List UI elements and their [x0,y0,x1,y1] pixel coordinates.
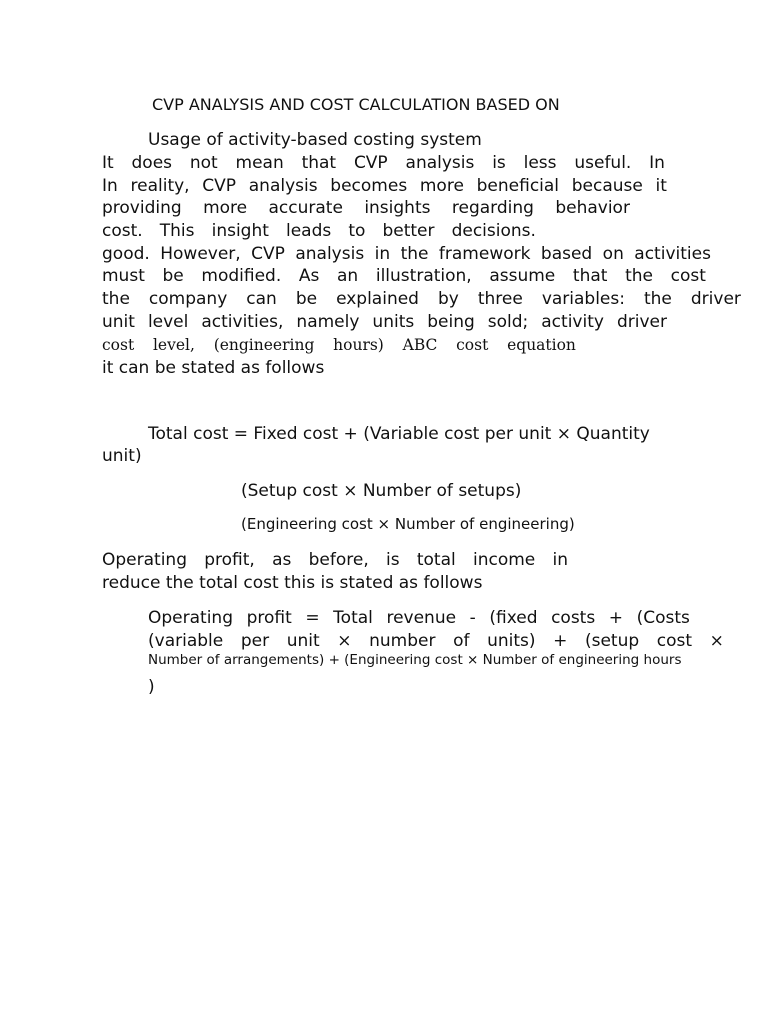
word: explained [336,289,419,309]
word: As [298,266,320,286]
word: income [472,550,536,570]
word: more [203,198,248,218]
para1-line [102,338,576,354]
word: ABC [402,336,438,354]
word: modified. [201,266,282,286]
word: level, [152,336,195,354]
word: analysis [295,244,365,264]
word: CVP [251,244,285,264]
cost-equation-line1: Total cost = Fixed cost + (Variable cost per unit × Quantity [148,424,650,444]
word: mean [235,153,284,173]
word: illustration, [375,266,472,286]
word: can [246,289,277,309]
word: activities, [201,312,284,332]
word: the [102,289,130,309]
word: of [453,631,470,651]
word: the [400,244,429,264]
word: activities [634,244,711,264]
document-title: CVP ANALYSIS AND COST CALCULATION BASED ON [152,95,560,114]
profit-equation-line2 [148,633,724,650]
word: + [553,631,568,651]
word: namely [296,312,360,332]
word: Operating [102,550,187,570]
setup-cost-term: (Setup cost × Number of setups) [241,481,522,501]
word: as [272,550,292,570]
section-subtitle: Usage of activity-based costing system [148,130,482,150]
word: Total [333,608,373,628]
word: However, [160,244,241,264]
word: leads [285,221,332,241]
word: per [240,631,270,651]
profit-equation-line4: ) [148,677,155,697]
word: the [625,266,653,286]
word: cost [102,336,135,354]
word: hours) [333,336,384,354]
para1-line [102,246,711,263]
para1-line [102,314,667,331]
word: unit [286,631,320,651]
word: driver [690,289,741,309]
word: insight [211,221,269,241]
word: must [102,266,145,286]
word: = [305,608,320,628]
para2-line2: reduce the total cost this is stated as follows [102,573,483,593]
para2-line1 [102,552,568,569]
word: reality, [130,176,190,196]
word: costs [551,608,596,628]
word: insights [364,198,431,218]
word: (setup [584,631,640,651]
word: profit, [204,550,255,570]
word: - [469,608,476,628]
word: an [337,266,359,286]
word: level [147,312,189,332]
word: beneficial [476,176,560,196]
word: on [602,244,624,264]
engineering-cost-term: (Engineering cost × Number of engineering) [241,515,575,533]
word: in [374,244,391,264]
para1-line [102,223,536,240]
word: sold; [487,312,529,332]
word: × [337,631,352,651]
word: activity [541,312,604,332]
word: equation [507,336,576,354]
word: total [416,550,456,570]
word: units [372,312,415,332]
para1-line [102,291,741,308]
para1-line [102,200,630,217]
word: driver [616,312,667,332]
para1-last-line: it can be stated as follows [102,358,325,378]
word: analysis [405,153,475,173]
word: is [386,550,400,570]
word: regarding [451,198,534,218]
word: variables: [541,289,625,309]
word: This [159,221,195,241]
word: good. [102,244,150,264]
word: before, [308,550,369,570]
word: three [477,289,523,309]
para1-line [102,178,667,195]
word: to [348,221,366,241]
word: units) [487,631,536,651]
word: behavior [555,198,630,218]
word: that [572,266,608,286]
word: (fixed [489,608,538,628]
profit-equation-line1 [148,610,690,627]
word: In [102,176,118,196]
word: being [427,312,475,332]
word: analysis [248,176,318,196]
word: does [131,153,173,173]
word: because [571,176,643,196]
word: assume [489,266,556,286]
word: that [301,153,337,173]
word: (Costs [636,608,690,628]
word: cost [670,266,706,286]
word: cost. [102,221,143,241]
word: (variable [148,631,224,651]
word: be [295,289,318,309]
word: CVP [353,153,388,173]
word: cost [456,336,489,354]
word: in [552,550,568,570]
word: + [608,608,624,628]
word: company [148,289,228,309]
word: accurate [268,198,343,218]
para1-line [102,268,706,285]
para1-line [102,155,665,172]
word: In [649,153,665,173]
word: CVP [202,176,237,196]
word: useful. [574,153,632,173]
word: Operating [148,608,233,628]
word: less [523,153,557,173]
word: It [102,153,114,173]
word: cost [656,631,693,651]
word: it [655,176,667,196]
word: not [189,153,218,173]
word: revenue [386,608,457,628]
word: better [382,221,435,241]
word: by [437,289,459,309]
word: becomes [330,176,408,196]
word: the [643,289,672,309]
word: decisions. [451,221,536,241]
cost-equation-line2: unit) [102,446,142,466]
word: framework [438,244,531,264]
word: more [419,176,464,196]
word: is [492,153,506,173]
word: number [369,631,436,651]
word: providing [102,198,182,218]
word: be [162,266,184,286]
word: unit [102,312,135,332]
profit-equation-line3: Number of arrangements) + (Engineering cost × Number of engineering hours [148,652,682,668]
word: × [709,631,724,651]
word: profit [246,608,292,628]
word: (engineering [213,336,315,354]
word: based [540,244,593,264]
